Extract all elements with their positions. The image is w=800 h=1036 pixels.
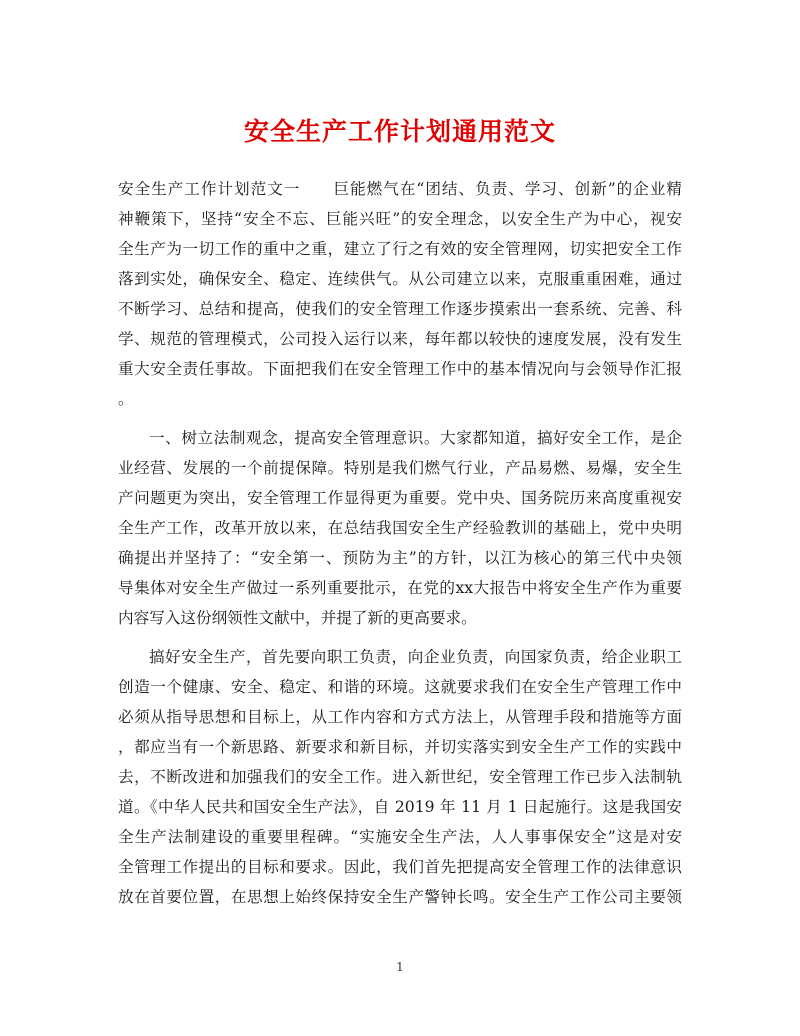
paragraph-line: 搞好安全生产，首先要向职工负责，向企业负责，向国家负责，给企业职工 xyxy=(149,648,682,666)
paragraph-line: 确提出并坚持了：“安全第一、预防为主”的方针，以江为核心的第三代中央领 xyxy=(118,549,682,567)
paragraph-line: 道。《中华人民共和国安全生产法》，自 2019 年 11 月 1 日起施行。这是我国安 xyxy=(118,798,682,816)
paragraph-line: 创造一个健康、安全、稳定、和谐的环境。这就要求我们在安全生产管理工作中 xyxy=(118,678,682,696)
paragraph-line: 重大安全责任事故。下面把我们在安全管理工作中的基本情况向与会领导作汇报 xyxy=(118,360,682,378)
paragraph-safety-production xyxy=(118,642,682,912)
paragraph-line: 必须从指导思想和目标上，从工作内容和方式方法上，从管理手段和措施等方面 xyxy=(118,708,682,726)
paragraph-line: 一、树立法制观念，提高安全管理意识。大家都知道，搞好安全工作，是企 xyxy=(149,429,682,447)
paragraph-line: 去，不断改进和加强我们的安全工作。进入新世纪，安全管理工作已步入法制轨 xyxy=(118,768,682,786)
paragraph-line: 不断学习、总结和提高，使我们的安全管理工作逐步摸索出一套系统、完善、科 xyxy=(118,300,682,318)
paragraph-line: 全生产法制建设的重要里程碑。“实施安全生产法，人人事事保安全”这是对安 xyxy=(118,828,682,846)
paragraph-line: 全生产为一切工作的重中之重，建立了行之有效的安全管理网，切实把安全工作 xyxy=(118,240,682,258)
paragraph-line: ，都应当有一个新思路、新要求和新目标，并切实落实到安全生产工作的实践中 xyxy=(118,738,682,756)
page-number: 1 xyxy=(396,960,404,974)
paragraph-intro xyxy=(118,174,682,414)
paragraph-spacer xyxy=(118,633,682,642)
paragraph-legal-awareness xyxy=(118,423,682,633)
paragraph-line: 神鞭策下，坚持“安全不忘、巨能兴旺”的安全理念，以安全生产为中心，视安 xyxy=(118,210,682,228)
paragraph-line: 全生产工作，改革开放以来，在总结我国安全生产经验教训的基础上，党中央明 xyxy=(118,519,682,537)
document-body xyxy=(118,174,682,912)
paragraph-line: 内容写入这份纲领性文献中，并提了新的更高要求。 xyxy=(118,609,477,627)
paragraph-line: 产问题更为突出，安全管理工作显得更为重要。党中央、国务院历来高度重视安 xyxy=(118,489,682,507)
paragraph-line: 业经营、发展的一个前提保障。特别是我们燃气行业，产品易燃、易爆，安全生 xyxy=(118,459,682,477)
paragraph-line: 放在首要位置，在思想上始终保持安全生产警钟长鸣。安全生产工作公司主要领 xyxy=(118,888,682,906)
paragraph-line: 。 xyxy=(118,390,134,408)
paragraph-line: 全管理工作提出的目标和要求。因此，我们首先把提高安全管理工作的法律意识 xyxy=(118,858,682,876)
paragraph-line: 学、规范的管理模式，公司投入运行以来，每年都以较快的速度发展，没有发生 xyxy=(118,330,682,348)
paragraph-line: 导集体对安全生产做过一系列重要批示，在党的xx大报告中将安全生产作为重要 xyxy=(118,579,682,597)
paragraph-spacer xyxy=(118,414,682,423)
paragraph-line: 安全生产工作计划范文一 巨能燃气在“团结、负责、学习、创新”的企业精 xyxy=(118,180,682,198)
page-title: 安全生产工作计划通用范文 xyxy=(243,117,556,146)
paragraph-line: 落到实处，确保安全、稳定、连续供气。从公司建立以来，克服重重困难，通过 xyxy=(118,270,682,288)
